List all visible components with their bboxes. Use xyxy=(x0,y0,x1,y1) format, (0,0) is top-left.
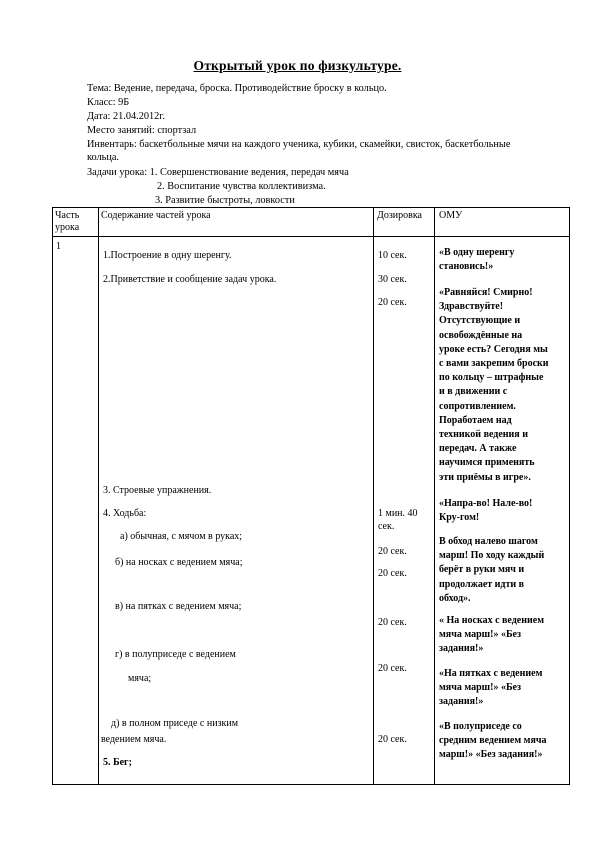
column-divider xyxy=(98,208,99,784)
dose-value-continued: сек. xyxy=(378,521,395,532)
content-subitem-continued: ведением мяча. xyxy=(101,734,167,745)
content-subitem: в) на пятках с ведением мяча; xyxy=(115,601,242,612)
header-omu: ОМУ xyxy=(439,210,463,221)
content-subitem: г) в полуприседе с ведением xyxy=(115,649,236,660)
lesson-inventory: Инвентарь: баскетбольные мячи на каждого ученика, кубики, скамейки, свисток, баскетбольные кольца. xyxy=(87,139,511,163)
dose-value: 20 сек. xyxy=(378,734,407,745)
document-title: Открытый урок по физкультуре. xyxy=(193,58,402,73)
dose-value: 30 сек. xyxy=(378,274,407,285)
content-subitem: а) обычная, с мячом в руках; xyxy=(120,531,243,542)
omu-command: «В одну шеренгу становись!» xyxy=(439,247,515,273)
column-divider xyxy=(434,208,435,784)
lesson-tasks: Задачи урока: 1. Совершенствование ведения, передач мяча xyxy=(87,167,349,178)
omu-command: « На носках с ведением мяча марш!» «Без задания!» xyxy=(439,615,545,655)
content-subitem: д) в полном приседе с низким xyxy=(111,718,239,729)
content-subitem-continued: мяча; xyxy=(128,673,152,684)
omu-command: «Напра-во! Нале-во! Кру-гом! xyxy=(439,498,533,524)
column-divider xyxy=(373,208,374,784)
omu-command: «Равняйся! Смирно! Здравствуйте! Отсутствующие и освобождённые на уроке есть? Сегодня мы с вами закрепим броски по кольцу – штрафные и в движении с сопротивлением. Поработаем над техникой ведения и передач. А также научимся применять эти приёмы в игре». xyxy=(439,287,549,483)
lesson-class: Класс: 9Б xyxy=(87,97,130,108)
dose-value: 10 сек. xyxy=(378,250,407,261)
omu-command: В обход налево шагом марш! По ходу каждый берёт в руки мяч и продолжает идти в обход». xyxy=(439,536,545,604)
omu-command: «На пятках с ведением мяча марш!» «Без задания!» xyxy=(439,668,543,708)
lesson-task-3: 3. Развитие быстроты, ловкости xyxy=(155,195,295,206)
content-item: 4. Ходьба: xyxy=(103,508,147,519)
header-divider xyxy=(53,236,569,237)
header-dose: Дозировка xyxy=(377,210,422,221)
omu-command: «В полуприседе со средним ведением мяча марш!» «Без задания!» xyxy=(439,721,547,761)
content-subitem: б) на носках с ведением мяча; xyxy=(115,557,243,568)
header-content: Содержание частей урока xyxy=(101,210,211,221)
lesson-topic: Тема: Ведение, передача, броска. Противодействие броску в кольцо. xyxy=(87,83,387,94)
part-number: 1 xyxy=(56,241,61,252)
content-item: 1.Построение в одну шеренгу. xyxy=(103,250,232,261)
lesson-task-2: 2. Воспитание чувства коллективизма. xyxy=(157,181,326,192)
dose-value: 20 сек. xyxy=(378,568,407,579)
dose-value: 20 сек. xyxy=(378,297,407,308)
dose-value: 20 сек. xyxy=(378,546,407,557)
content-item: 3. Строевые упражнения. xyxy=(103,485,212,496)
dose-value: 1 мин. 40 xyxy=(378,508,418,519)
dose-value: 20 сек. xyxy=(378,663,407,674)
lesson-place: Место занятий: спортзал xyxy=(87,125,197,136)
lesson-date: Дата: 21.04.2012г. xyxy=(87,111,165,122)
content-item: 2.Приветствие и сообщение задач урока. xyxy=(103,274,277,285)
content-item: 5. Бег; xyxy=(103,757,132,768)
header-part: Часть урока xyxy=(55,210,80,233)
dose-value: 20 сек. xyxy=(378,617,407,628)
